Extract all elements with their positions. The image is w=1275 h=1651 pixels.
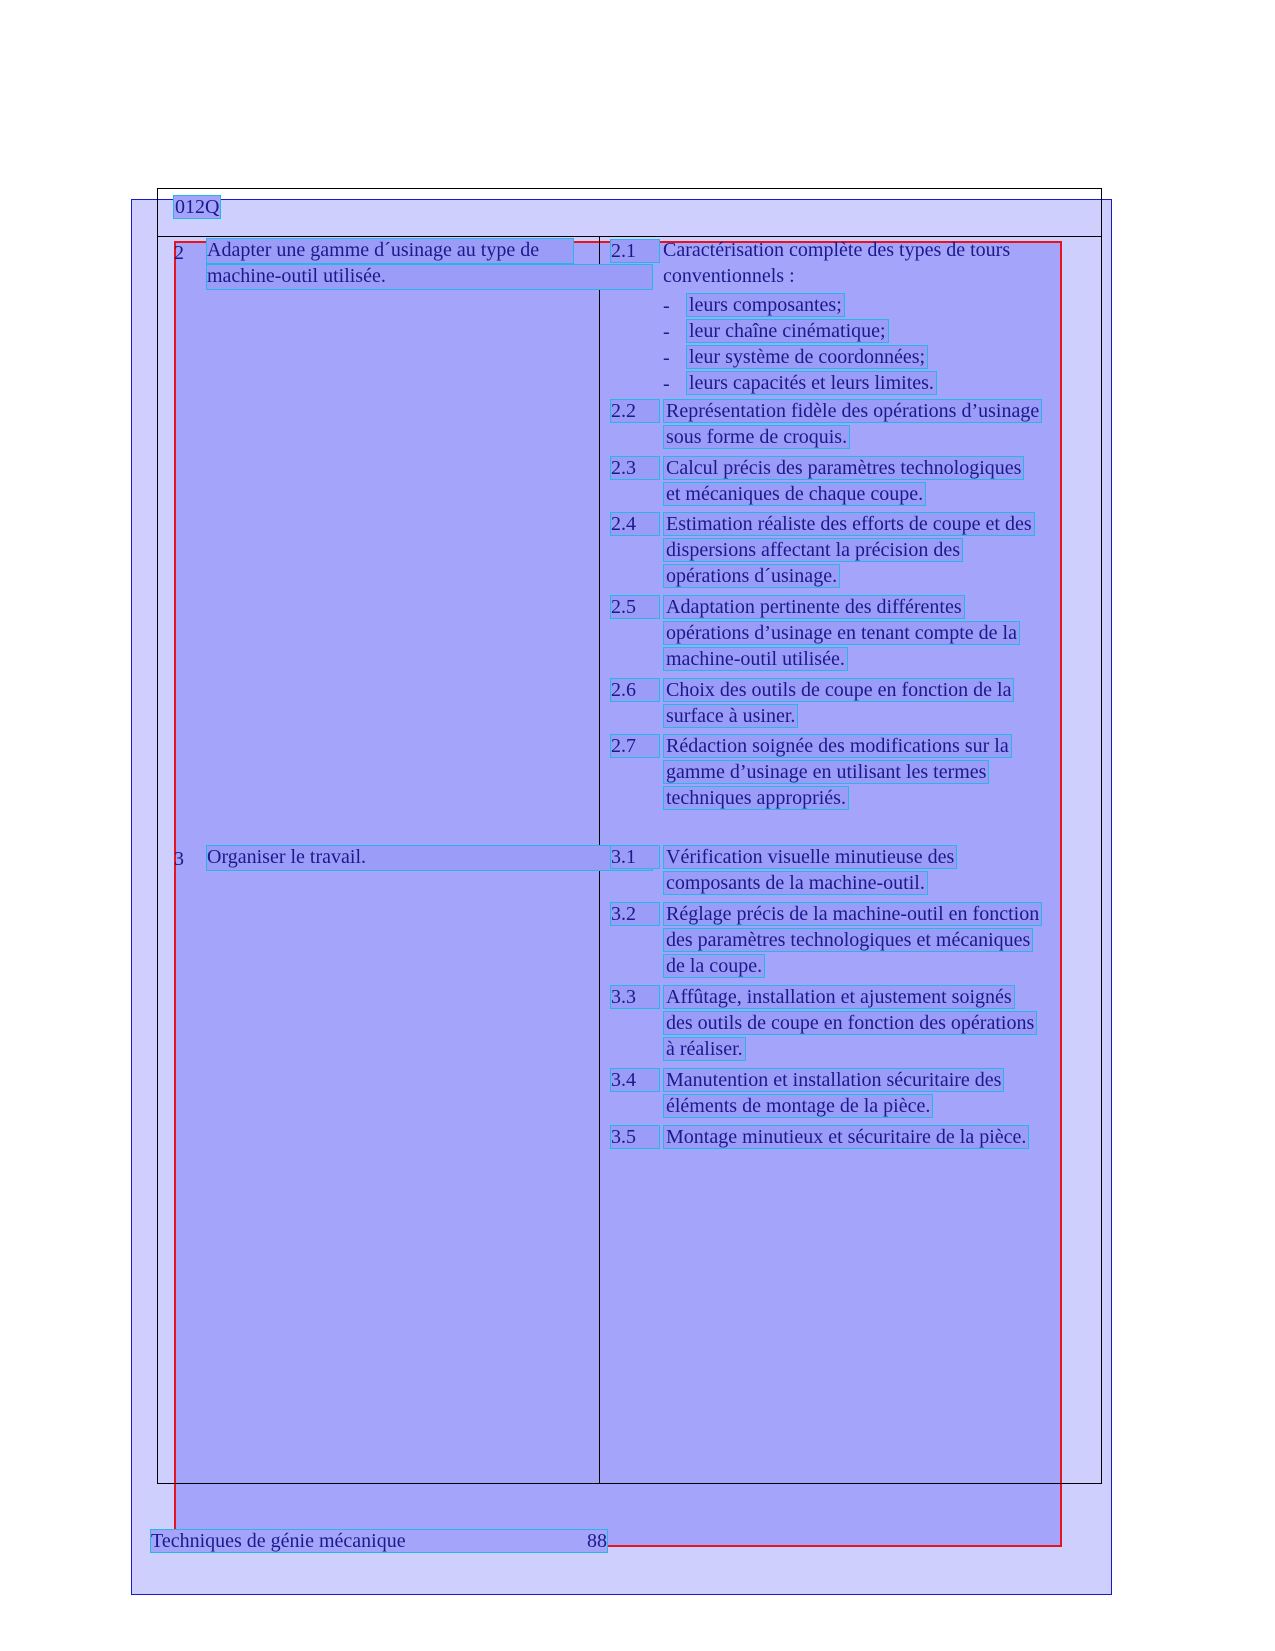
right-item-line: dispersions affectant la précision des — [663, 538, 963, 562]
left-item-line: Organiser le travail. — [206, 845, 653, 871]
right-item-number: 3.2 — [610, 902, 660, 926]
right-item-line: Réglage précis de la machine-outil en fonction — [663, 902, 1042, 926]
right-item-line: Rédaction soignée des modifications sur la — [663, 734, 1012, 758]
right-item-number: 3.4 — [610, 1068, 660, 1092]
right-item-line: Caractérisation complète des types de tours — [663, 239, 1011, 261]
right-item-line: Adaptation pertinente des différentes — [663, 595, 965, 619]
right-item-line: conventionnels : — [663, 265, 795, 287]
left-item-number: 3 — [174, 848, 184, 870]
bullet-marker: - — [663, 321, 670, 343]
right-item-number: 2.2 — [610, 399, 660, 423]
right-item-number: 2.6 — [610, 678, 660, 702]
table-header-row — [158, 189, 1101, 237]
right-item-number: 3.3 — [610, 985, 660, 1009]
right-item-line: des outils de coupe en fonction des opérations — [663, 1011, 1037, 1035]
right-item-line: opérations d’usinage en tenant compte de la — [663, 621, 1020, 645]
page-number: 88 — [587, 1530, 607, 1552]
right-item-number: 3.5 — [610, 1125, 660, 1149]
competency-table — [157, 188, 1102, 1484]
bullet-marker: - — [663, 295, 670, 317]
right-item-line: machine-outil utilisée. — [663, 647, 848, 671]
right-item-line: Montage minutieux et sécuritaire de la pièce. — [663, 1125, 1029, 1149]
right-item-line: Représentation fidèle des opérations d’usinage — [663, 399, 1042, 423]
right-item-number: 2.4 — [610, 512, 660, 536]
right-item-line: et mécaniques de chaque coupe. — [663, 482, 926, 506]
right-item-line: des paramètres technologiques et mécaniques — [663, 928, 1033, 952]
right-item-line: gamme d’usinage en utilisant les termes — [663, 760, 989, 784]
left-item-number: 2 — [174, 242, 184, 264]
right-item-number: 2.1 — [610, 239, 660, 263]
right-item-line: de la coupe. — [663, 954, 765, 978]
right-item-line: techniques appropriés. — [663, 786, 849, 810]
right-item-line: composants de la machine-outil. — [663, 871, 928, 895]
right-item-line: opérations d´usinage. — [663, 564, 840, 588]
bullet-item: leur chaîne cinématique; — [686, 319, 889, 343]
right-item-line: surface à usiner. — [663, 704, 798, 728]
right-item-line: Vérification visuelle minutieuse des — [663, 845, 957, 869]
course-code: 012Q — [175, 196, 220, 218]
bullet-marker: - — [663, 373, 670, 395]
right-item-number: 3.1 — [610, 845, 660, 869]
right-item-number: 2.7 — [610, 734, 660, 758]
right-item-line: à réaliser. — [663, 1037, 746, 1061]
right-item-line: Calcul précis des paramètres technologiques — [663, 456, 1024, 480]
bullet-item: leurs capacités et leurs limites. — [686, 371, 937, 395]
bullet-marker: - — [663, 347, 670, 369]
right-item-line: Affûtage, installation et ajustement soignés — [663, 985, 1015, 1009]
bullet-item: leur système de coordonnées; — [686, 345, 928, 369]
right-item-line: sous forme de croquis. — [663, 425, 850, 449]
page-footer — [150, 1529, 608, 1553]
right-item-line: Estimation réaliste des efforts de coupe et des — [663, 512, 1035, 536]
bullet-item: leurs composantes; — [686, 293, 845, 317]
footer-title: Techniques de génie mécanique — [151, 1530, 406, 1552]
right-item-line: éléments de montage de la pièce. — [663, 1094, 933, 1118]
right-item-number: 2.5 — [610, 595, 660, 619]
right-item-line: Manutention et installation sécuritaire des — [663, 1068, 1004, 1092]
right-item-number: 2.3 — [610, 456, 660, 480]
left-item-line: Adapter une gamme d´usinage au type de — [206, 238, 574, 264]
right-item-line: Choix des outils de coupe en fonction de la — [663, 678, 1014, 702]
left-item-line: machine-outil utilisée. — [206, 264, 653, 290]
